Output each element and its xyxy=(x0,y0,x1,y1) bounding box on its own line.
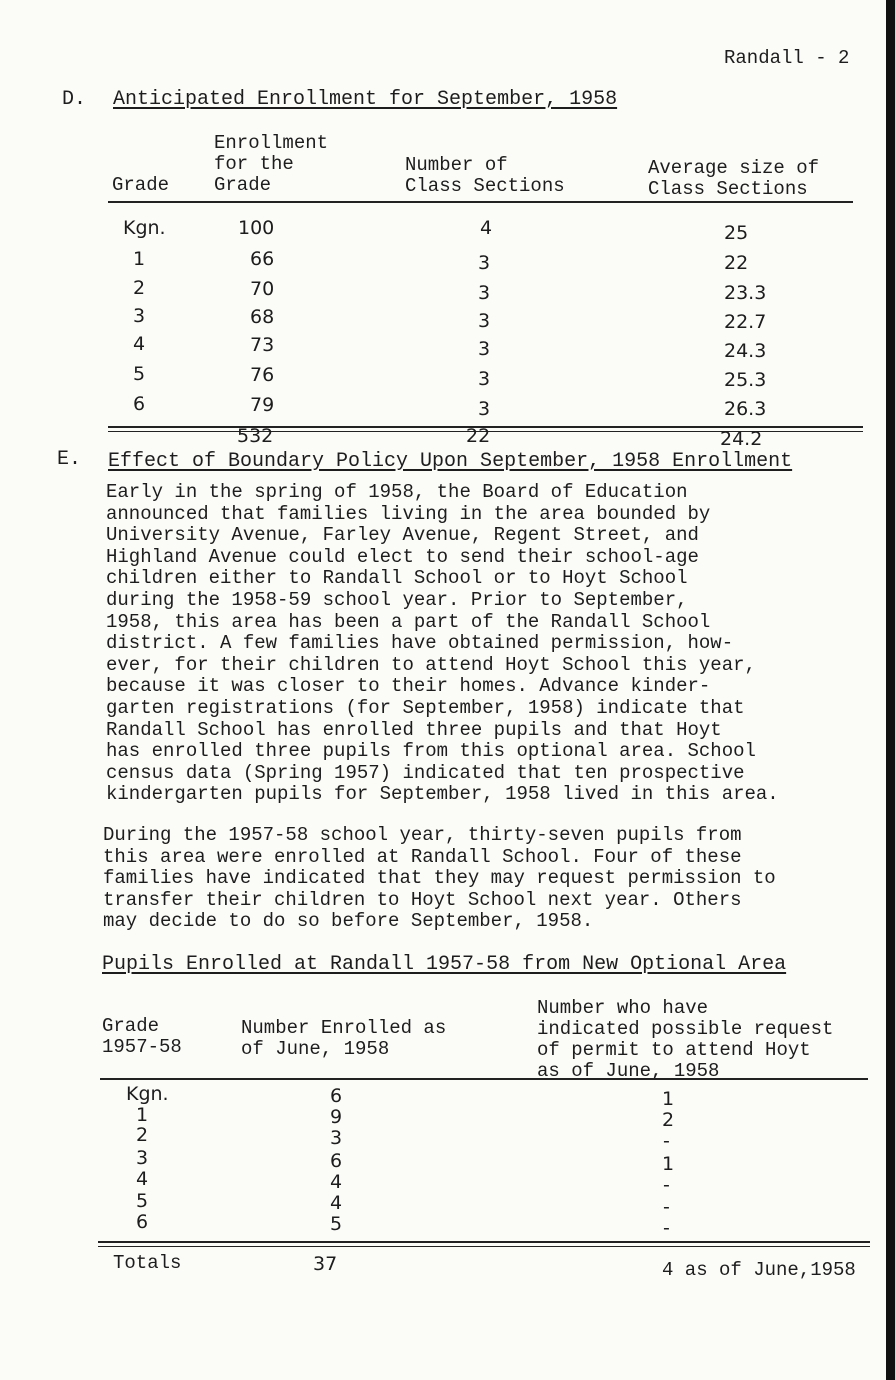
header-rule xyxy=(108,201,853,203)
paragraph-2: During the 1957-58 school year, thirty-seven pupils from this area were enrolled at Randall School. Four of these families have indicated that they may request permission to transfer their children to Hoyt School next year. Others may decide to do so before September, 1958. xyxy=(103,824,776,933)
document-page: Randall - 2 D. Anticipated Enrollment for September, 1958 Grade Enrollment for the Grade Number of Class Sections Average size of Class Sections Kgn. 100 4 25 1 66 3 22 2 70 3 23.3 3 68 3 22.7 4 73 3 24.3 5 76 3 25.3 6 79 3 26.3 532 22 24.2 E. Effect of Boundary Policy Upon September, 1958 Enrollment Early in the spring of 1958, the Board of Education announced that families living in the area bounded by University Avenue, Farley Avenue, Regent Street, and Highland Avenue could elect to send their school-age children either to Randall School or to Hoyt School during the 1958-59 school year. Prior to September, 1958, this area has been a part of the Randall School district. A few families have obtained permission, how- ever, for their children to attend Hoyt School this year, because it was closer to their homes. Advance kinder- garten registrations (for September, 1958) indicate that Randall School has enrolled three pupils and that Hoyt has enrolled three pupils from this optional area. School census data (Spring 1957) indicated that ten prospective kindergarten pupils for September, 1958 lived in this area. During the 1957-58 school year, thirty-seven pupils from this area were enrolled at Randall School. Four of these families have indicated that they may request permission to transfer their children to Hoyt School next year. Others may decide to do so before September, 1958. Pupils Enrolled at Randall 1957-58 from New Optional Area Grade 1957-58 Number Enrolled as of June, 1958 Number who have indicated possible request of permit to attend Hoyt as of June, 1958 Kgn. 6 1 1 9 2 2 3 - 3 6 1 4 4 - 5 4 - 6 5 - Totals 37 4 as of June,1958 xyxy=(0,0,895,1380)
scan-edge xyxy=(886,0,895,1380)
header-grade: Grade xyxy=(112,174,170,196)
page-label: Randall - 2 xyxy=(724,47,850,69)
section-d-marker: D. xyxy=(62,88,87,111)
pupils-table-title: Pupils Enrolled at Randall 1957-58 from New Optional Area xyxy=(102,953,787,976)
header-sections: Number of Class Sections xyxy=(405,154,565,197)
pupils-header-requests: Number who have indicated possible request of permit to attend Hoyt as of June, 1958 xyxy=(537,997,834,1082)
pupils-header-grade: Grade 1957-58 xyxy=(102,1015,182,1058)
pupils-totals-rule xyxy=(98,1241,870,1247)
section-e-marker: E. xyxy=(57,448,82,471)
section-e-title: Effect of Boundary Policy Upon September, 1958 Enrollment xyxy=(108,450,793,473)
section-d-title: Anticipated Enrollment for September, 1958 xyxy=(113,88,618,111)
header-enrollment: Enrollment for the Grade xyxy=(214,132,329,196)
pupils-header-enrolled: Number Enrolled as of June, 1958 xyxy=(241,1017,447,1060)
header-average: Average size of Class Sections xyxy=(648,157,820,200)
pupils-header-rule xyxy=(100,1078,868,1080)
paragraph-1: Early in the spring of 1958, the Board of Education announced that families living in the area bounded by University Avenue, Farley Avenue, Regent Street, and Highland Avenue could elect to send their school-age children either to Randall School or to Hoyt School during the 1958-59 school year. Prior to September, 1958, this area has been a part of the Randall School district. A few families have obtained permission, how- ever, for their children to attend Hoyt School this year, because it was closer to their homes. Advance kinder- garten registrations (for September, 1958) indicate that Randall School has enrolled three pupils and that Hoyt has enrolled three pupils from this optional area. School census data (Spring 1957) indicated that ten prospective kindergarten pupils for September, 1958 lived in this area. xyxy=(106,481,779,806)
